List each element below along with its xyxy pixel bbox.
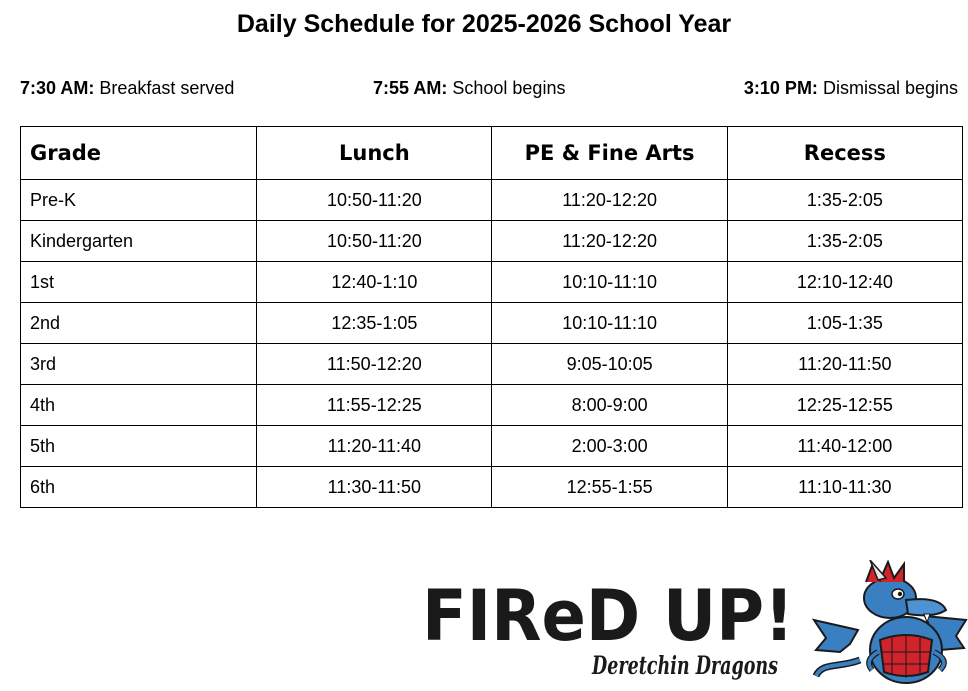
lunch-cell: 10:50-11:20 <box>257 180 492 221</box>
lunch-cell: 12:35-1:05 <box>257 303 492 344</box>
recess-cell: 1:35-2:05 <box>727 180 962 221</box>
lunch-cell: 11:50-12:20 <box>257 344 492 385</box>
header-recess: Recess <box>727 127 962 180</box>
table-row <box>21 303 963 344</box>
logo-tagline: Deretchin Dragons <box>591 651 778 680</box>
recess-cell: 11:40-12:00 <box>727 426 962 467</box>
lunch-cell: 11:30-11:50 <box>257 467 492 508</box>
table-row <box>21 344 963 385</box>
school-begins-time <box>373 78 565 99</box>
grade-cell: 4th <box>21 385 257 426</box>
grade-cell: 1st <box>21 262 257 303</box>
pe-cell: 2:00-3:00 <box>492 426 727 467</box>
recess-cell: 12:25-12:55 <box>727 385 962 426</box>
table-row <box>21 262 963 303</box>
table-row <box>21 426 963 467</box>
school-begins-time-label: School begins <box>452 78 566 98</box>
pe-cell: 11:20-12:20 <box>492 221 727 262</box>
logo-headline: FIReD UP! <box>422 575 794 657</box>
fired-up-logo <box>420 560 968 691</box>
breakfast-time-value: 7:30 AM: <box>20 78 95 98</box>
pe-cell: 11:20-12:20 <box>492 180 727 221</box>
table-row <box>21 180 963 221</box>
pe-cell: 12:55-1:55 <box>492 467 727 508</box>
header-lunch: Lunch <box>257 127 492 180</box>
lunch-cell: 11:20-11:40 <box>257 426 492 467</box>
lunch-cell: 12:40-1:10 <box>257 262 492 303</box>
dragon-mascot-icon <box>814 560 966 683</box>
breakfast-time <box>20 78 234 99</box>
dismissal-time-value: 3:10 PM: <box>743 78 818 98</box>
lunch-cell: 10:50-11:20 <box>257 221 492 262</box>
recess-cell: 1:05-1:35 <box>727 303 962 344</box>
table-row <box>21 385 963 426</box>
pe-cell: 10:10-11:10 <box>492 303 727 344</box>
header-pe-fine-arts: PE & Fine Arts <box>492 127 727 180</box>
lunch-cell: 11:55-12:25 <box>257 385 492 426</box>
schedule-table <box>20 126 963 508</box>
recess-cell: 11:20-11:50 <box>727 344 962 385</box>
grade-cell: 3rd <box>21 344 257 385</box>
table-row <box>21 221 963 262</box>
pe-cell: 10:10-11:10 <box>492 262 727 303</box>
pe-cell: 8:00-9:00 <box>492 385 727 426</box>
grade-cell: 6th <box>21 467 257 508</box>
recess-cell: 11:10-11:30 <box>727 467 962 508</box>
recess-cell: 1:35-2:05 <box>727 221 962 262</box>
breakfast-time-label: Breakfast served <box>99 78 235 98</box>
table-header-row <box>21 127 963 180</box>
dismissal-time <box>744 78 958 99</box>
recess-cell: 12:10-12:40 <box>727 262 962 303</box>
grade-cell: 5th <box>21 426 257 467</box>
school-begins-time-value: 7:55 AM: <box>373 78 448 98</box>
page-title: Daily Schedule for 2025-2026 School Year <box>236 10 732 38</box>
table-row <box>21 467 963 508</box>
grade-cell: Kindergarten <box>21 221 257 262</box>
header-grade: Grade <box>21 127 257 180</box>
grade-cell: Pre-K <box>21 180 257 221</box>
pe-cell: 9:05-10:05 <box>492 344 727 385</box>
grade-cell: 2nd <box>21 303 257 344</box>
dismissal-time-label: Dismissal begins <box>822 78 958 98</box>
daily-times <box>20 78 958 102</box>
